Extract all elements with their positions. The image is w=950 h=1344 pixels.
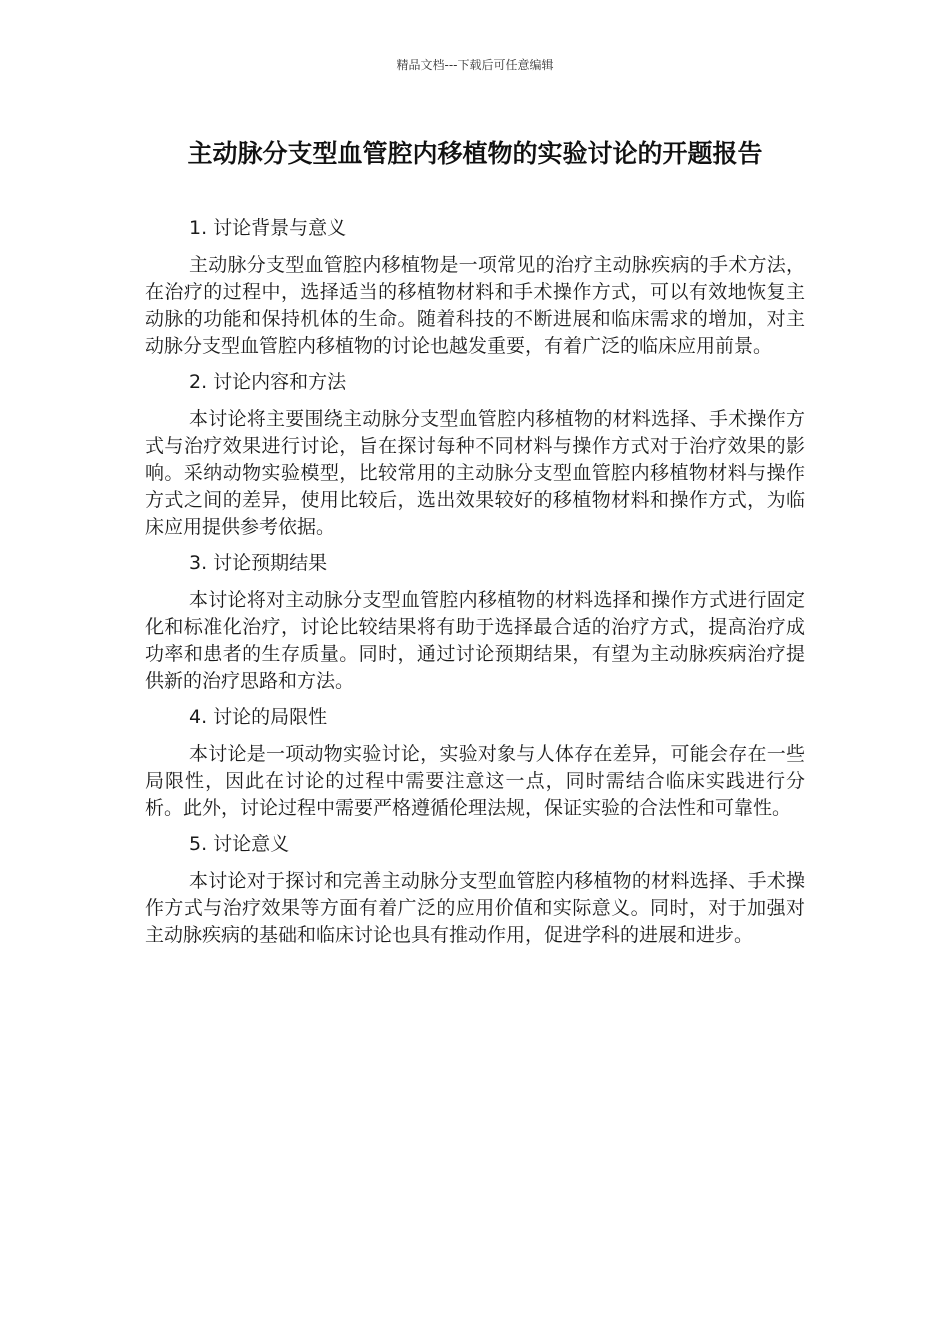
section-paragraph: 本讨论将对主动脉分支型血管腔内移植物的材料选择和操作方式进行固定化和标准化治疗，讨论比较结果将有助于选择最合适的治疗方式，提高治疗成功率和患者的生存质量。同时，通过讨论预期结果，有望为主动脉疾病治疗提供新的治疗思路和方法。: [145, 589, 805, 692]
section-heading: 5. 讨论意义: [189, 833, 290, 855]
section-heading: 3. 讨论预期结果: [189, 552, 328, 574]
section-background: [145, 212, 805, 360]
section-limitations: [145, 701, 805, 822]
section-expected-results: [145, 547, 805, 695]
header-note: 精品文档---下载后可任意编辑: [396, 58, 554, 72]
section-paragraph: 本讨论是一项动物实验讨论，实验对象与人体存在差异，可能会存在一些局限性，因此在讨论的过程中需要注意这一点，同时需结合临床实践进行分析。此外，讨论过程中需要严格遵循伦理法规，保证实验的合法性和可靠性。: [145, 743, 805, 819]
document-title: 主动脉分支型血管腔内移植物的实验讨论的开题报告: [187, 139, 763, 168]
section-heading: 1. 讨论背景与意义: [189, 217, 347, 239]
section-content-methods: [145, 366, 805, 541]
section-heading: 4. 讨论的局限性: [189, 706, 328, 728]
section-paragraph: 本讨论对于探讨和完善主动脉分支型血管腔内移植物的材料选择、手术操作方式与治疗效果等方面有着广泛的应用价值和实际意义。同时，对于加强对主动脉疾病的基础和临床讨论也具有推动作用，促进学科的进展和进步。: [145, 870, 805, 946]
section-heading: 2. 讨论内容和方法: [189, 371, 347, 393]
section-significance: [145, 828, 805, 949]
document-body: [145, 212, 805, 955]
section-paragraph: 本讨论将主要围绕主动脉分支型血管腔内移植物的材料选择、手术操作方式与治疗效果进行讨论，旨在探讨每种不同材料与操作方式对于治疗效果的影响。采纳动物实验模型，比较常用的主动脉分支型血管腔内移植物材料与操作方式之间的差异，使用比较后，选出效果较好的移植物材料和操作方式，为临床应用提供参考依据。: [145, 408, 805, 538]
section-paragraph: 主动脉分支型血管腔内移植物是一项常见的治疗主动脉疾病的手术方法，在治疗的过程中，选择适当的移植物材料和手术操作方式，可以有效地恢复主动脉的功能和保持机体的生命。随着科技的不断进展和临床需求的增加，对主动脉分支型血管腔内移植物的讨论也越发重要，有着广泛的临床应用前景。: [145, 254, 805, 357]
